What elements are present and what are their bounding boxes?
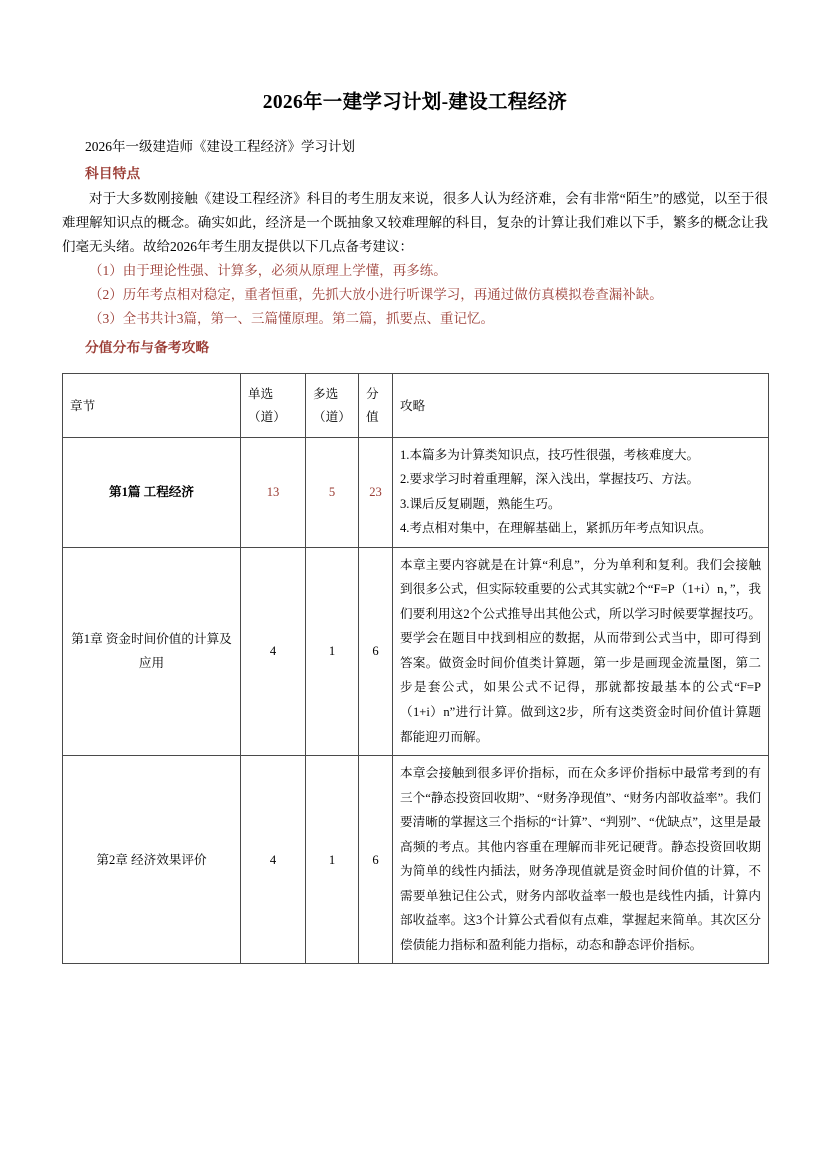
- table-body: [63, 437, 769, 964]
- table-row: [63, 437, 769, 547]
- cell-score: 23: [359, 437, 393, 547]
- cell-chapter: 第1章 资金时间价值的计算及应用: [63, 547, 241, 755]
- cell-score: 6: [359, 547, 393, 755]
- advice-item-2: （2）历年考点相对稳定，重者恒重，先抓大放小进行听课学习，再通过做仿真模拟卷查漏补缺。: [89, 287, 663, 303]
- table-header-row: [63, 374, 769, 437]
- cell-multi-choice: 1: [306, 547, 359, 755]
- strategy-line: 本章主要内容就是在计算“利息”，分为单利和复利。我们会接触到很多公式，但实际较重要的公式其实就2个“F=P（1+i）n，”，我们要利用这2个公式推导出其他公式，所以学习时候要掌握技巧。要学会在题目中找到相应的数据，从而带到公式当中，即可得到答案。做资金时间价值类计算题，第一步是画现金流量图，第二步是套公式，如果公式不记得，那就都按最基本的公式“F=P（1+i）n”进行计算。做到这2步，所有这类资金时间价值计算题都能迎刃而解。: [400, 557, 761, 744]
- section-heading-distribution: 分值分布与备考攻略: [85, 340, 210, 356]
- cell-strategy: [393, 756, 769, 964]
- cell-multi-choice: 1: [306, 756, 359, 964]
- cell-single-choice: 13: [241, 437, 306, 547]
- strategy-line: 4.考点相对集中，在理解基础上，紧抓历年考点知识点。: [400, 521, 712, 536]
- table-row: [63, 547, 769, 755]
- cell-strategy: [393, 547, 769, 755]
- cell-single-choice: 4: [241, 547, 306, 755]
- table-row: [63, 756, 769, 964]
- section-heading-features: 科目特点: [85, 166, 141, 182]
- column-header-score: 分值: [359, 374, 393, 437]
- advice-item-1: （1）由于理论性强、计算多，必须从原理上学懂，再多练。: [89, 263, 447, 279]
- column-header-multi-choice: 多选（道）: [306, 374, 359, 437]
- cell-multi-choice: 5: [306, 437, 359, 547]
- cell-single-choice: 4: [241, 756, 306, 964]
- cell-chapter: 第1篇 工程经济: [63, 437, 241, 547]
- strategy-line: 本章会接触到很多评价指标，而在众多评价指标中最常考到的有三个“静态投资回收期”、“财务净现值”、“财务内部收益率”。我们要清晰的掌握这三个指标的“计算”、“判别”、“优缺点”，这里是最高频的考点。其他内容重在理解而非死记硬背。静态投资回收期为简单的线性内插法，财务净现值就是资金时间价值的计算，不需要单独记住公式，财务内部收益率一般也是线性内插，计算内部收益率。这3个计算公式看似有点难，掌握起来简单。其次区分偿债能力指标和盈利能力指标，动态和静态评价指标。: [400, 766, 761, 952]
- column-header-chapter: 章节: [63, 374, 241, 437]
- body-paragraph: 对于大多数刚接触《建设工程经济》科目的考生朋友来说，很多人认为经济难，会有非常“陌生”的感觉，以至于很难理解知识点的概念。确实如此，经济是一个既抽象又较难理解的科目，复杂的计算让我们难以下手，繁多的概念让我们毫无头绪。故给2026年考生朋友提供以下几点备考建议：: [62, 191, 768, 255]
- cell-score: 6: [359, 756, 393, 964]
- strategy-line: 2.要求学习时着重理解，深入浅出，掌握技巧、方法。: [400, 472, 700, 487]
- page-title: 2026年一建学习计划-建设工程经济: [262, 92, 568, 113]
- score-distribution-table: [62, 373, 769, 964]
- strategy-line: 3.课后反复刷题，熟能生巧。: [400, 496, 561, 511]
- document-content: [62, 0, 768, 964]
- column-header-strategy: 攻略: [393, 374, 769, 437]
- column-header-single-choice: 单选（道）: [241, 374, 306, 437]
- intro-line: 2026年一级建造师《建设工程经济》学习计划: [85, 139, 355, 155]
- strategy-line: 1.本篇多为计算类知识点，技巧性很强，考核难度大。: [400, 447, 700, 462]
- cell-chapter: 第2章 经济效果评价: [63, 756, 241, 964]
- cell-strategy: [393, 437, 769, 547]
- advice-item-3: （3）全书共计3篇，第一、三篇懂原理。第二篇，抓要点、重记忆。: [89, 311, 494, 327]
